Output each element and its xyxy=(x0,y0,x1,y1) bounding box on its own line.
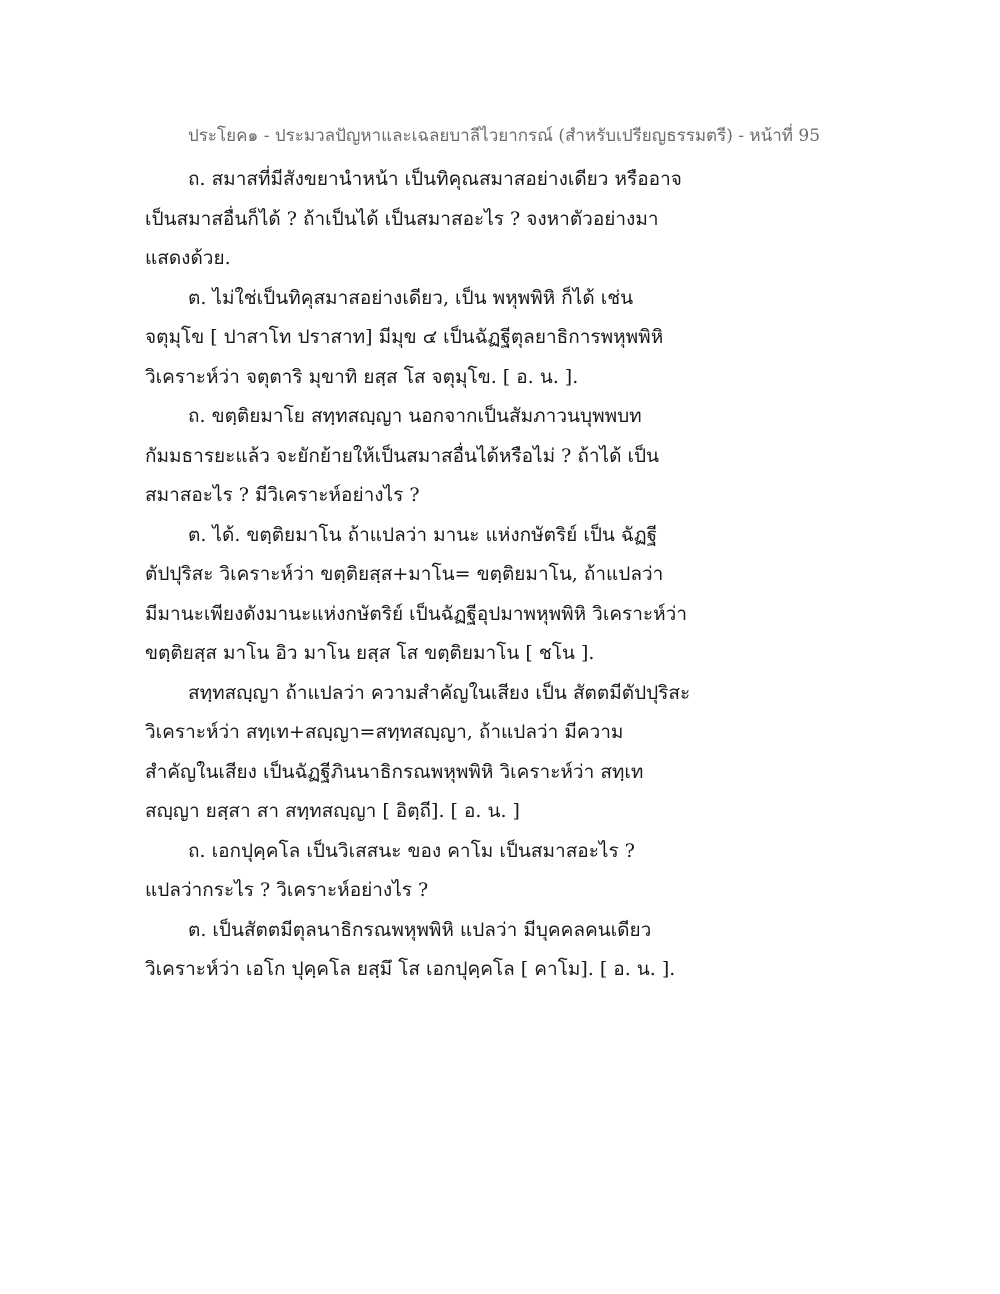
text-line: จตุมุโข [ ปาสาโท ปราสาท] มีมุข ๔ เป็นฉัฏฐีตุลยาธิการพหุพพิหิ xyxy=(145,326,664,348)
paragraph-question-3 xyxy=(145,832,705,911)
text-line: สมาสอะไร ? มีวิเคราะห์อย่างไร ? xyxy=(145,484,420,506)
text-line: ต. เป็นสัตตมีตุลนาธิกรณพหุพพิหิ แปลว่า มีบุคคลคนเดียว xyxy=(188,918,652,941)
text-line: สำคัญในเสียง เป็นฉัฏฐีภินนาธิกรณพหุพพิหิ วิเคราะห์ว่า สทฺเท xyxy=(145,760,644,783)
text-line: ตัปปุริสะ วิเคราะห์ว่า ขตฺติยสฺส+มาโน= ขตฺติยมาโน, ถ้าแปลว่า xyxy=(145,563,664,585)
text-line: กัมมธารยะแล้ว จะยักย้ายให้เป็นสมาสอื่นได้หรือไม่ ? ถ้าได้ เป็น xyxy=(145,444,660,467)
text-line: วิเคราะห์ว่า สทฺเท+สญฺญา=สทฺทสญฺญา, ถ้าแปลว่า มีความ xyxy=(145,721,624,743)
text-line: ขตฺติยสฺส มาโน อิว มาโน ยสฺส โส ขตฺติยมาโน [ ชโน ]. xyxy=(145,642,595,664)
text-line: เป็นสมาสอื่นก็ได้ ? ถ้าเป็นได้ เป็นสมาสอะไร ? จงหาตัวอย่างมา xyxy=(145,207,659,230)
page-body xyxy=(145,160,705,990)
text-line: ต. ได้. ขตฺติยมาโน ถ้าแปลว่า มานะ แห่งกษัตริย์ เป็น ฉัฏฐี xyxy=(188,523,658,546)
text-line: ถ. เอกปุคฺคโล เป็นวิเสสนะ ของ คาโม เป็นสมาสอะไร ? xyxy=(188,839,635,862)
text-line: ถ. ขตฺติยมาโย สทฺทสญฺญา นอกจากเป็นสัมภาวนบุพพบท xyxy=(188,405,642,427)
text-line: แสดงด้วย. xyxy=(145,247,231,269)
text-line: สทฺทสญฺญา ถ้าแปลว่า ความสำคัญในเสียง เป็น สัตตมีตัปปุริสะ xyxy=(188,681,691,704)
paragraph-answer-3 xyxy=(145,911,705,990)
paragraph-answer-2 xyxy=(145,516,705,674)
text-line: ต. ไม่ใช่เป็นทิคุสมาสอย่างเดียว, เป็น พหุพพิหิ ก็ได้ เช่น xyxy=(188,286,634,309)
paragraph-question-2 xyxy=(145,397,705,516)
text-line: สญฺญา ยสฺสา สา สทฺทสญฺญา [ อิตฺถี]. [ อ. น. ] xyxy=(145,800,520,822)
paragraph-question-1 xyxy=(145,160,705,279)
text-line: มีมานะเพียงดังมานะแห่งกษัตริย์ เป็นฉัฏฐีอุปมาพหุพพิหิ วิเคราะห์ว่า xyxy=(145,602,688,625)
running-header: ประโยค๑ - ประมวลปัญหาและเฉลยบาลีไวยากรณ์ (สำหรับเปรียญธรรมตรี) - หน้าที่ 95 xyxy=(188,126,821,146)
paragraph-answer-2-continued xyxy=(145,674,705,832)
text-line: วิเคราะห์ว่า จตุตาริ มุขาทิ ยสฺส โส จตุมุโข. [ อ. น. ]. xyxy=(145,365,579,388)
paragraph-answer-1 xyxy=(145,279,705,398)
text-line: วิเคราะห์ว่า เอโก ปุคฺคโล ยสฺมึ โส เอกปุคฺคโล [ คาโม]. [ อ. น. ]. xyxy=(145,958,676,980)
text-line: ถ. สมาสที่มีสังขยานำหน้า เป็นทิคุณสมาสอย่างเดียว หรืออาจ xyxy=(188,168,682,190)
text-line: แปลว่ากระไร ? วิเคราะห์อย่างไร ? xyxy=(145,879,429,901)
